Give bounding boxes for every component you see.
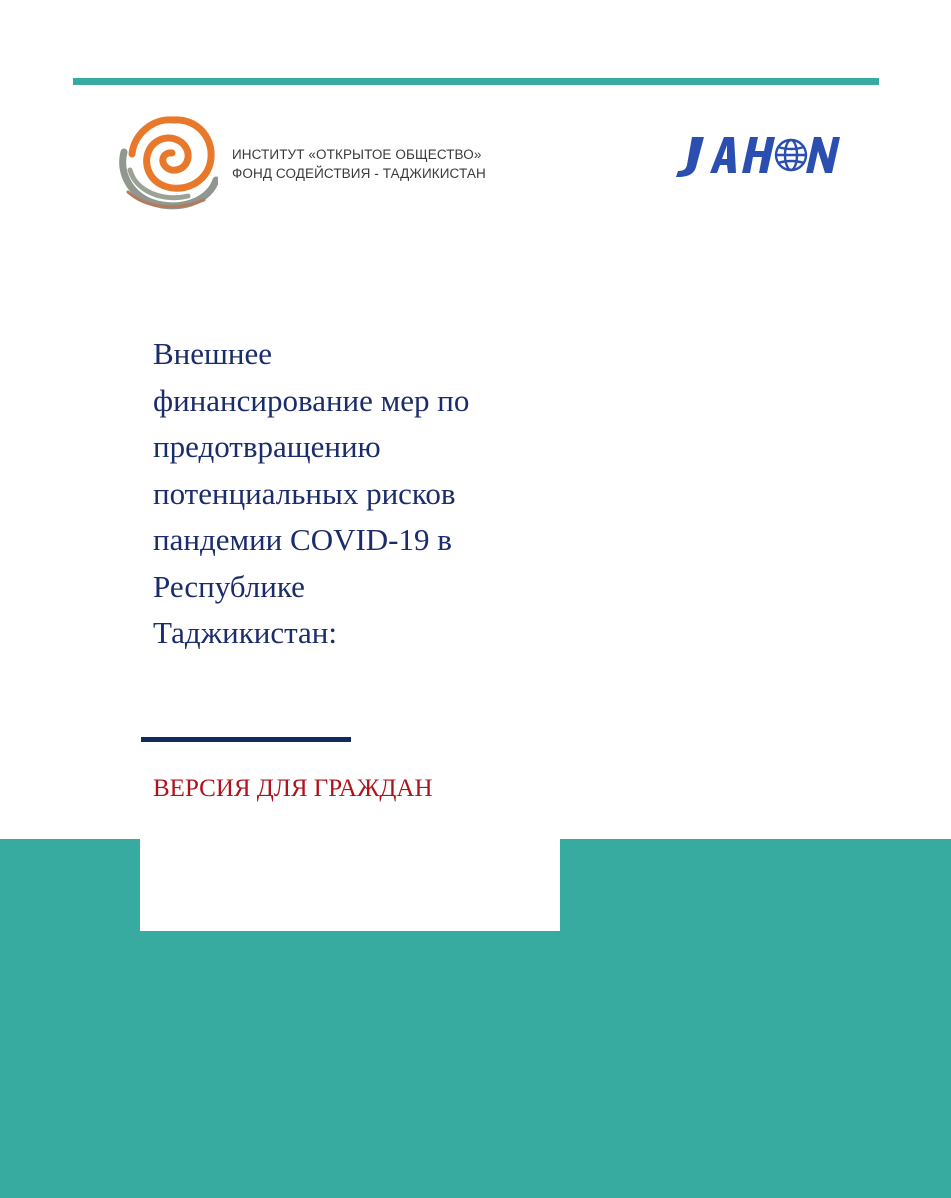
title-line: предотвращению [153,429,381,464]
osi-logo-line-2: ФОНД СОДЕЙСТВИЯ - ТАДЖИКИСТАН [232,166,486,181]
title-line: финансирование мер по [153,382,470,418]
jahon-logo [670,133,840,179]
top-teal-rule [73,78,879,85]
title-line: Республике [153,568,305,604]
title-line: потенциальных рисков [153,475,456,511]
document-subtitle: ВЕРСИЯ ДЛЯ ГРАЖДАН [153,775,433,802]
title-line: Внешнее [153,336,273,371]
title-line: пандемии COVID-19 в [153,522,452,557]
osi-logo [118,112,508,212]
title-line: Таджикистан: [153,615,338,650]
white-panel [140,839,560,931]
osi-spiral-icon [118,112,218,212]
document-title [153,331,553,657]
osi-logo-line-1: ИНСТИТУТ «ОТКРЫТОЕ ОБЩЕСТВО» [232,147,482,162]
title-underline-rule [141,737,351,742]
osi-logo-text [232,145,486,183]
